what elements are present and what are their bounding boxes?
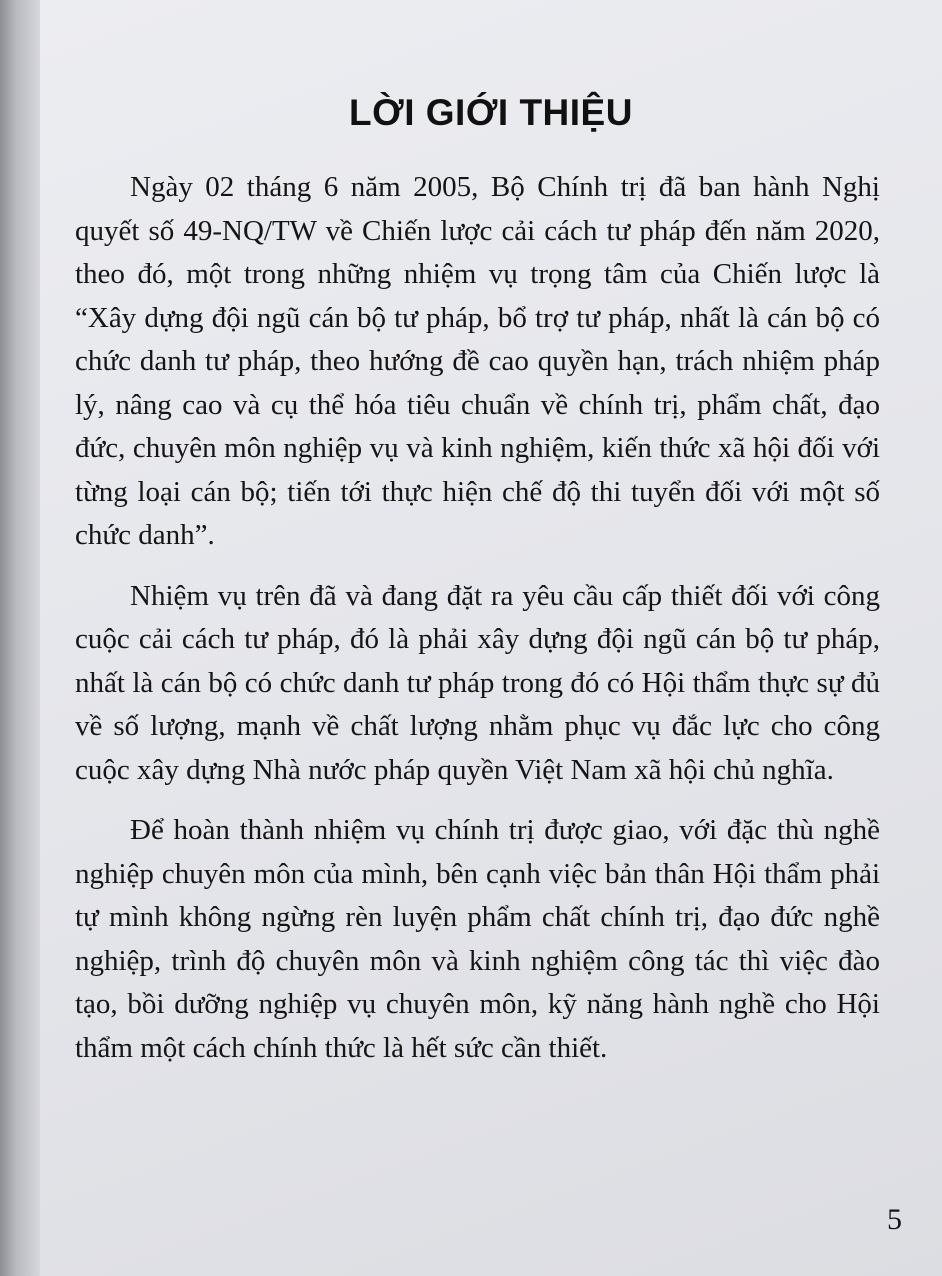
book-page xyxy=(40,0,942,1276)
paragraph-2: Nhiệm vụ trên đã và đang đặt ra yêu cầu cấp thiết đối với công cuộc cải cách tư pháp, đó là phải xây dựng đội ngũ cán bộ tư pháp, nhất là cán bộ có chức danh tư pháp trong đó có Hội thẩm thực sự đủ về số lượng, mạnh về chất lượng nhằm phục vụ đắc lực cho công cuộc xây dựng Nhà nước pháp quyền Việt Nam xã hội chủ nghĩa. xyxy=(75,579,880,786)
paragraph-3: Để hoàn thành nhiệm vụ chính trị được giao, với đặc thù nghề nghiệp chuyên môn của mình, bên cạnh việc bản thân Hội thẩm phải tự mình không ngừng rèn luyện phẩm chất chính trị, đạo đức nghề nghiệp, trình độ chuyên môn và kinh nghiệm công tác thì việc đào tạo, bồi dưỡng nghiệp vụ chuyên môn, kỹ năng hành nghề cho Hội thẩm một cách chính thức là hết sức cần thiết. xyxy=(75,814,880,1064)
page-number: 5 xyxy=(887,1203,902,1236)
body-text xyxy=(75,166,880,1087)
paragraph-1: Ngày 02 tháng 6 năm 2005, Bộ Chính trị đã ban hành Nghị quyết số 49-NQ/TW về Chiến lược cải cách tư pháp đến năm 2020, theo đó, một trong những nhiệm vụ trọng tâm của Chiến lược là “Xây dựng đội ngũ cán bộ tư pháp, bổ trợ tư pháp, nhất là cán bộ có chức danh tư pháp, theo hướng đề cao quyền hạn, trách nhiệm pháp lý, nâng cao và cụ thể hóa tiêu chuẩn về chính trị, phẩm chất, đạo đức, chuyên môn nghiệp vụ và kinh nghiệm, kiến thức xã hội đối với từng loại cán bộ; tiến tới thực hiện chế độ thi tuyển đối với một số chức danh”. xyxy=(75,171,880,551)
book-spine-shadow xyxy=(0,0,40,1276)
page-title: LỜI GIỚI THIỆU xyxy=(349,92,633,133)
